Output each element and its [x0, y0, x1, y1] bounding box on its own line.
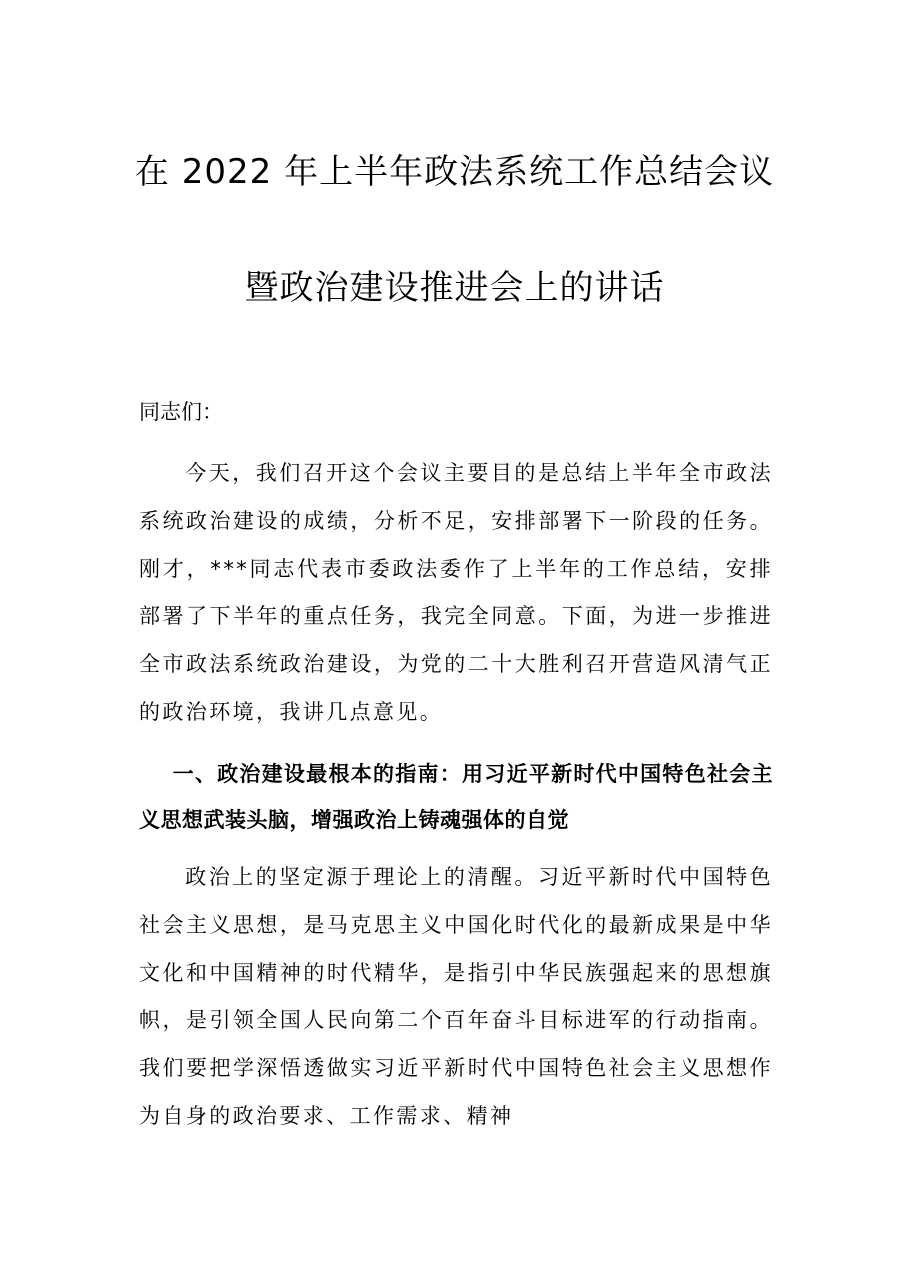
document-title-line-2: 暨政治建设推进会上的讲话 [244, 268, 665, 308]
document-title-line-1: 在 2022 年上半年政法系统工作总结会议 [134, 152, 775, 192]
section-heading-1: 一、政治建设最根本的指南：用习近平新时代中国特色社会主义思想武装头脑，增强政治上铸魂强体的自觉 [139, 762, 773, 832]
salutation: 同志们： [139, 400, 223, 424]
body-paragraph-section-1: 政治上的坚定源于理论上的清醒。习近平新时代中国特色社会主义思想，是马克思主义中国化时代化的最新成果是中华文化和中国精神的时代精华，是指引中华民族强起来的思想旗帜，是引领全国人民向第二个百年奋斗目标进军的行动指南。我们要把学深悟透做实习近平新时代中国特色社会主义思想作为自身的政治要求、工作需求、精神 [139, 865, 773, 1128]
body-paragraph-intro: 今天，我们召开这个会议主要目的是总结上半年全市政法系统政治建设的成绩，分析不足，安排部署下一阶段的任务。刚才，***同志代表市委政法委作了上半年的工作总结，安排部署了下半年的重点任务，我完全同意。下面，为进一步推进全市政法系统政治建设，为党的二十大胜利召开营造风清气正的政治环境，我讲几点意见。 [139, 461, 773, 724]
